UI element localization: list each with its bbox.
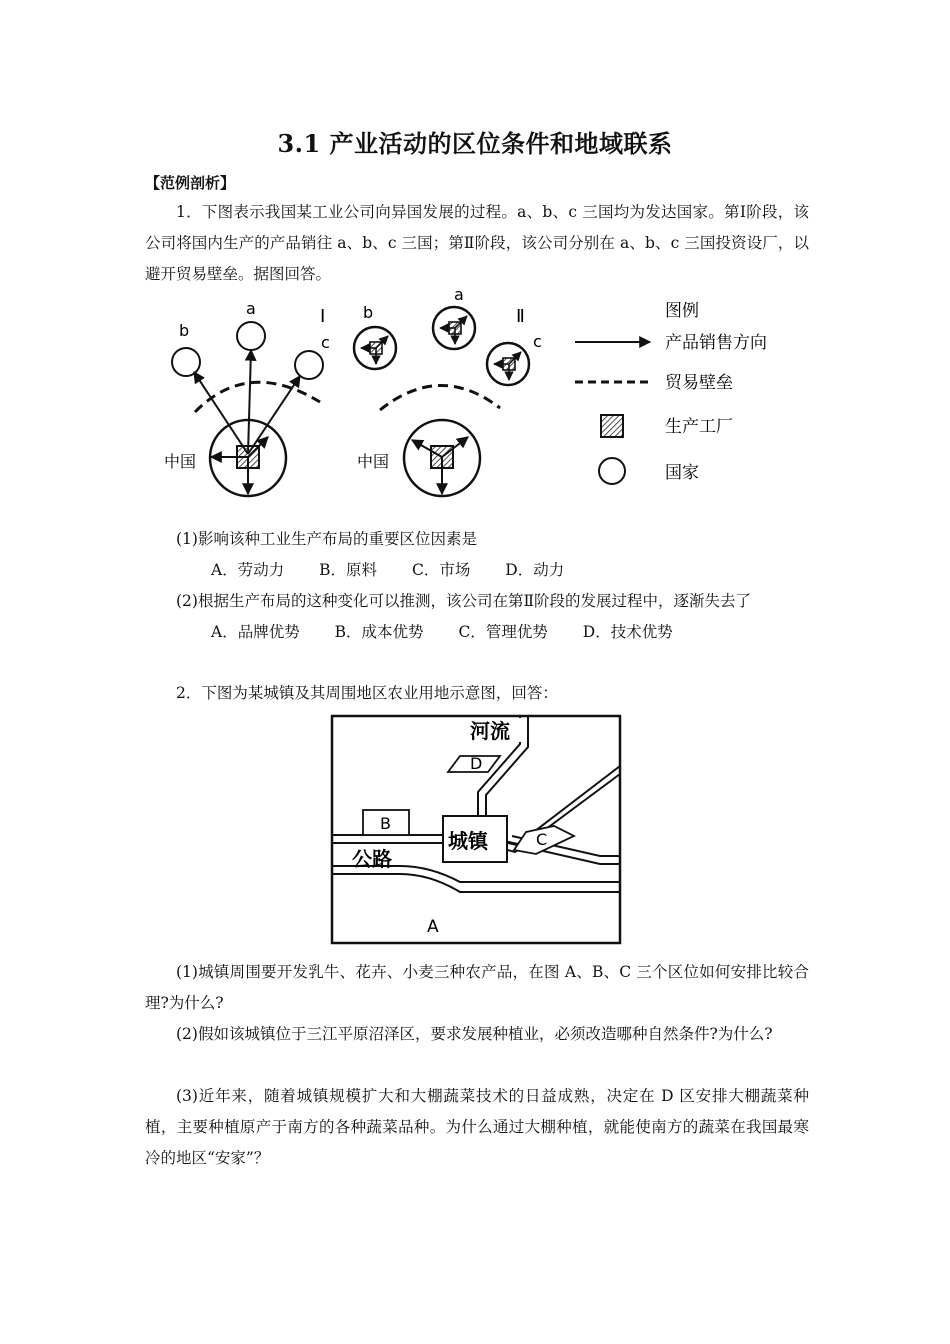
legend-title: 图例 <box>665 301 699 321</box>
question-2-sub1: (1)城镇周围要开发乳牛、花卉、小麦三种农产品，在图 A、B、C 三个区位如何安排比较合理?为什么? <box>145 963 809 1012</box>
legend-barrier-label: 贸易壁垒 <box>665 373 733 393</box>
legend-factory-symbol <box>601 415 623 437</box>
sales-arrow <box>248 350 251 454</box>
option-b: B．原料 <box>319 561 378 579</box>
china-label: 中国 <box>357 452 390 471</box>
legend-arrow-label: 产品销售方向 <box>665 333 767 353</box>
option-d: D．技术优势 <box>582 623 673 641</box>
stage-1-diagram <box>164 299 330 496</box>
local-sales-arrows <box>361 316 521 380</box>
question-2-sub2: (2)假如该城镇位于三江平原沼泽区，要求发展种植业，必须改造哪种自然条件?为什么? <box>176 1025 773 1043</box>
question-2-intro: 2．下图为某城镇及其周围地区农业用地示意图，回答： <box>176 684 558 702</box>
option-a: A．品牌优势 <box>211 623 300 641</box>
country-a-label: a <box>246 299 256 318</box>
country-c-circle <box>295 351 323 379</box>
trade-barrier-line <box>195 382 320 412</box>
legend-factory-label: 生产工厂 <box>665 417 733 437</box>
country-b-label: b <box>363 303 374 322</box>
legend-country-label: 国家 <box>665 463 699 483</box>
country-c-label: c <box>533 332 542 351</box>
china-label: 中国 <box>164 452 197 471</box>
page-title: 3.1 产业活动的区位条件和地域联系 <box>277 129 673 158</box>
question-1-sub1-options <box>211 558 594 580</box>
option-d: D．动力 <box>505 561 565 579</box>
figure-town-map <box>330 714 622 945</box>
option-c: C．管理优势 <box>458 623 548 641</box>
question-1-sub2-options <box>211 620 703 642</box>
legend-country-symbol <box>599 458 625 484</box>
section-label: 【范例剖析】 <box>145 174 236 192</box>
town-label: 城镇 <box>448 829 488 853</box>
country-b-label: b <box>179 321 190 340</box>
option-b: B．成本优势 <box>334 623 424 641</box>
stage-2-diagram <box>354 290 542 496</box>
question-2-sub3: (3)近年来，随着城镇规模扩大和大棚蔬菜技术的日益成熟，决定在 D 区安排大棚蔬菜种植，主要种植原产于南方的各种蔬菜品种。为什么通过大棚种植，就能使南方的蔬菜在我国最寒冷的地区“安家”？ <box>145 1087 809 1167</box>
stage-2-label: Ⅱ <box>516 306 525 327</box>
figure-industry-stages <box>150 290 800 510</box>
option-c: C．市场 <box>411 561 471 579</box>
country-a-label: a <box>454 290 464 304</box>
river-label: 河流 <box>470 719 510 743</box>
area-a-label: A <box>427 917 439 937</box>
question-1-sub2: (2)根据生产布局的这种变化可以推测，该公司在第Ⅱ阶段的发展过程中，逐渐失去了 <box>176 592 751 610</box>
question-1-intro: 1．下图表示我国某工业公司向异国发展的过程。a、b、c 三国均为发达国家。第Ⅰ阶段，该公司将国内生产的产品销往 a、b、c 三国；第Ⅱ阶段，该公司分别在 a、b、c 三国投资设厂，以避开贸易壁垒。据图回答。 <box>145 203 809 283</box>
stage-1-label: Ⅰ <box>320 306 326 327</box>
area-b-label: B <box>380 814 391 833</box>
option-a: A．劳动力 <box>211 561 285 579</box>
road-label: 公路 <box>352 847 392 871</box>
country-a-circle <box>237 322 265 350</box>
sales-arrow <box>248 376 300 454</box>
area-c-label: C <box>536 830 548 849</box>
country-c-label: c <box>321 333 330 352</box>
question-1-sub1: (1)影响该种工业生产布局的重要区位因素是 <box>176 530 477 548</box>
trade-barrier-line <box>380 385 500 410</box>
area-d-label: D <box>470 754 483 773</box>
country-b-circle <box>172 348 200 376</box>
legend <box>575 301 767 484</box>
